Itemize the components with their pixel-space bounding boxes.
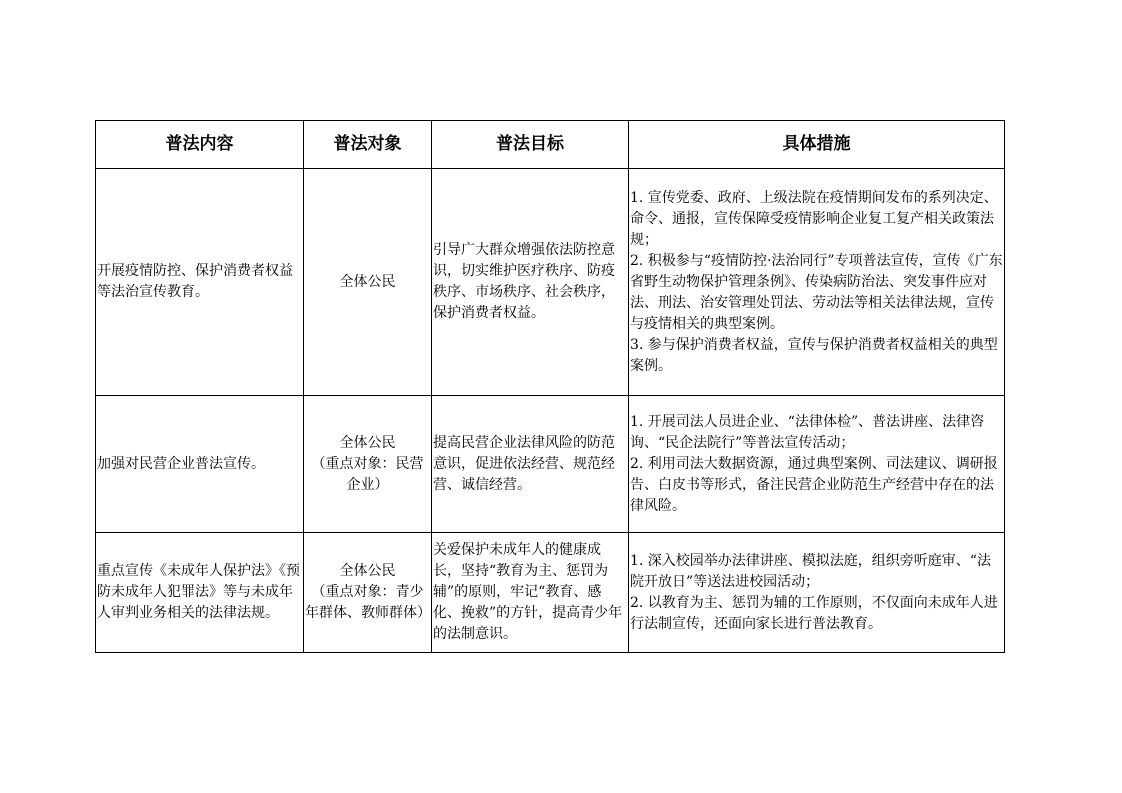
target-line: 全体公民 (339, 563, 396, 579)
row-content-cell: 重点宣传《未成年人保护法》《预防未成年人犯罪法》等与未成年人审判业务相关的法律法规。 (96, 533, 304, 653)
target-focus-line: （重点对象：青少年群体、教师群体） (305, 584, 431, 621)
row-goal-cell: 关爱保护未成年人的健康成长，坚持“教育为主、惩罚为辅”的原则，牢记“教育、感化、挽救”的方针，提高青少年的法制意识。 (432, 533, 629, 653)
measure-item: 2. 以教育为主、惩罚为辅的工作原则，不仅面向未成年人进行法制宣传，还面向家长进行普法教育。 (630, 594, 998, 632)
row-measures-cell (629, 396, 1005, 533)
row-measures-cell (629, 533, 1005, 653)
row-target-cell (304, 396, 432, 533)
table-row (96, 169, 1005, 396)
measure-item: 2. 积极参与“疫情防控·法治同行”专项普法宣传，宣传《广东省野生动物保护管理条例》、传染病防治法、突发事件应对法、刑法、治安管理处罚法、劳动法等相关法律法规，宣传与疫情相关的典型案例。 (630, 252, 1003, 332)
target-line: 全体公民 (339, 434, 396, 451)
row-measures-cell (629, 169, 1005, 396)
measure-item: 3. 参与保护消费者权益，宣传与保护消费者权益相关的典型案例。 (630, 336, 998, 374)
target-focus-line: （重点对象：民营企业） (311, 455, 424, 493)
header-content: 普法内容 (96, 121, 304, 169)
row-target-cell (304, 169, 432, 396)
row-goal-cell: 引导广大群众增强依法防控意识，切实维护医疗秩序、防疫秩序、市场秩序、社会秩序，保护消费者权益。 (432, 169, 629, 396)
header-measures: 具体措施 (629, 121, 1005, 169)
header-target: 普法对象 (304, 121, 432, 169)
measure-item: 1. 开展司法人员进企业、“法律体检”、普法讲座、法律咨询、“民企法院行”等普法宣传活动； (630, 413, 985, 451)
legal-publicity-table (95, 120, 1005, 653)
table-row (96, 533, 1005, 653)
table-header-row (96, 121, 1005, 169)
target-line: 全体公民 (339, 273, 396, 290)
row-content-cell: 加强对民营企业普法宣传。 (96, 396, 304, 533)
header-goal: 普法目标 (432, 121, 629, 169)
measure-item: 2. 利用司法大数据资源，通过典型案例、司法建议、调研报告、白皮书等形式，备注民营企业防范生产经营中存在的法律风险。 (630, 455, 998, 514)
row-content-cell: 开展疫情防控、保护消费者权益等法治宣传教育。 (96, 169, 304, 396)
table-row (96, 396, 1005, 533)
row-target-cell (304, 533, 432, 653)
row-goal-cell: 提高民营企业法律风险的防范意识，促进依法经营、规范经营、诚信经营。 (432, 396, 629, 533)
measure-item: 1. 宣传党委、政府、上级法院在疫情期间发布的系列决定、命令、通报，宣传保障受疫情影响企业复工复产相关政策法规； (630, 189, 998, 248)
measure-item: 1. 深入校园举办法律讲座、模拟法庭，组织旁听庭审、“法院开放日”等送法进校园活动； (630, 552, 991, 590)
